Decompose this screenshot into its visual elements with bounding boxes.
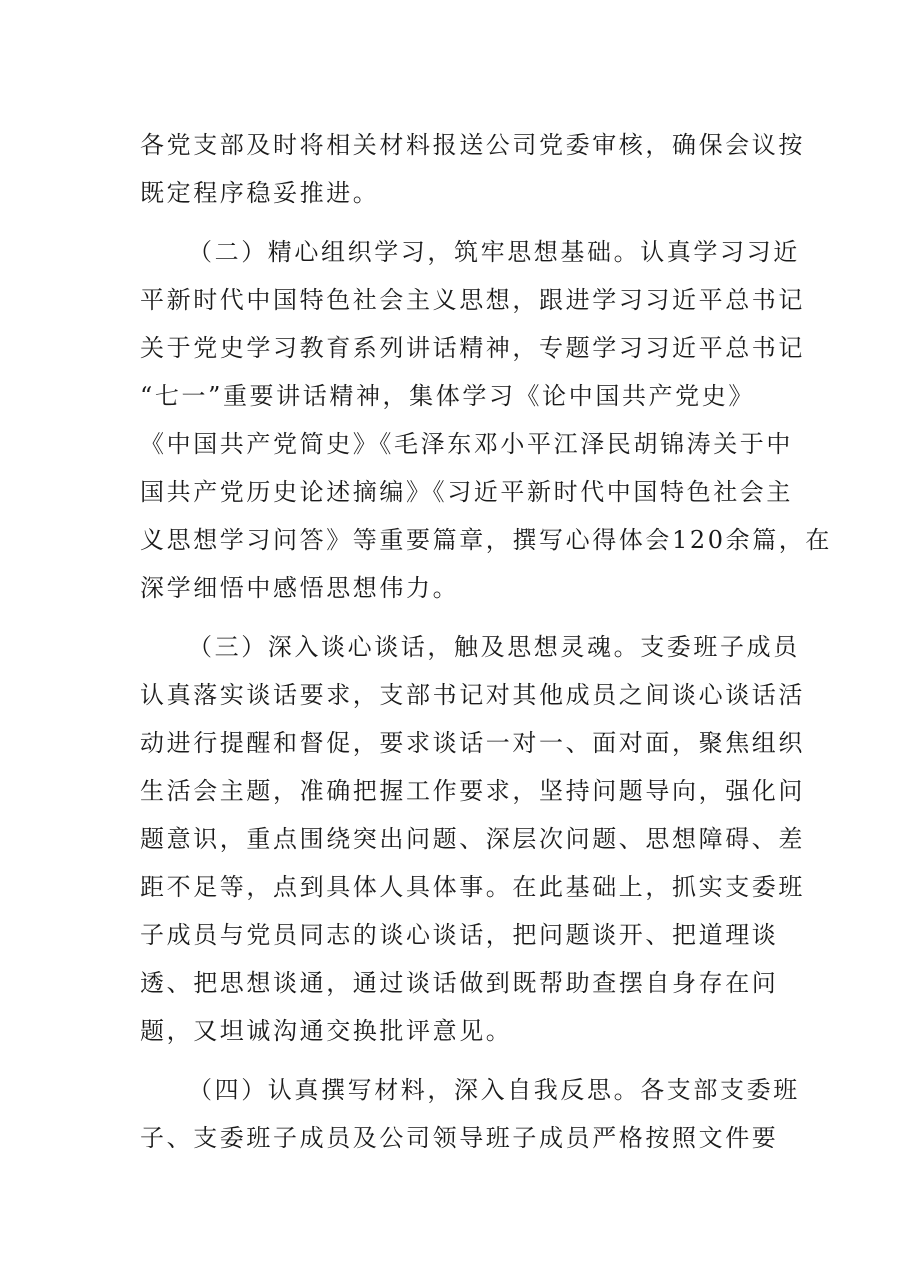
paragraph-line: 平新时代中国特色社会主义思想，跟进学习习近平总书记 — [140, 286, 805, 314]
paragraph-line: 题意识，重点围绕突出问题、深层次问题、思想障碍、差 — [140, 825, 805, 853]
paragraph-line: 义思想学习问答》等重要篇章，撰写心得体会120余篇，在 — [140, 526, 833, 554]
paragraph-line: 子、支委班子成员及公司领导班子成员严格按照文件要 — [140, 1124, 779, 1152]
paragraph-line: （四）认真撰写材料，深入自我反思。各支部支委班 — [188, 1076, 800, 1104]
paragraph-line: 《中国共产党简史》《毛泽东邓小平江泽民胡锦涛关于中 — [140, 430, 793, 458]
paragraph-line: 既定程序稳妥推进。 — [140, 179, 380, 207]
paragraph-line: 深学细悟中感悟思想伟力。 — [140, 574, 460, 602]
paragraph-line: 子成员与党员同志的谈心谈话，把问题谈开、把道理谈 — [140, 921, 779, 949]
paragraph-line: 题，又坦诚沟通交换批评意见。 — [140, 1017, 513, 1045]
paragraph-line: 生活会主题，准确把握工作要求，坚持问题导向，强化问 — [140, 777, 805, 805]
paragraph-line: 透、把思想谈通，通过谈话做到既帮助查摆自身存在问 — [140, 969, 779, 997]
paragraph-line: 距不足等，点到具体人具体事。在此基础上，抓实支委班 — [140, 873, 805, 901]
paragraph-line: 认真落实谈话要求，支部书记对其他成员之间谈心谈话活 — [140, 681, 805, 709]
paragraph-line: （二）精心组织学习，筑牢思想基础。认真学习习近 — [188, 238, 800, 266]
paragraph-line: 各党支部及时将相关材料报送公司党委审核，确保会议按 — [140, 131, 805, 159]
paragraph-line: 关于党史学习教育系列讲话精神，专题学习习近平总书记 — [140, 334, 805, 362]
paragraph-line: “七一”重要讲话精神，集体学习《论中国共产党史》 — [140, 382, 755, 410]
paragraph-line: （三）深入谈心谈话，触及思想灵魂。支委班子成员 — [188, 633, 800, 661]
paragraph-line: 国共产党历史论述摘编》《习近平新时代中国特色社会主 — [140, 478, 793, 506]
paragraph-line: 动进行提醒和督促，要求谈话一对一、面对面，聚焦组织 — [140, 729, 805, 757]
